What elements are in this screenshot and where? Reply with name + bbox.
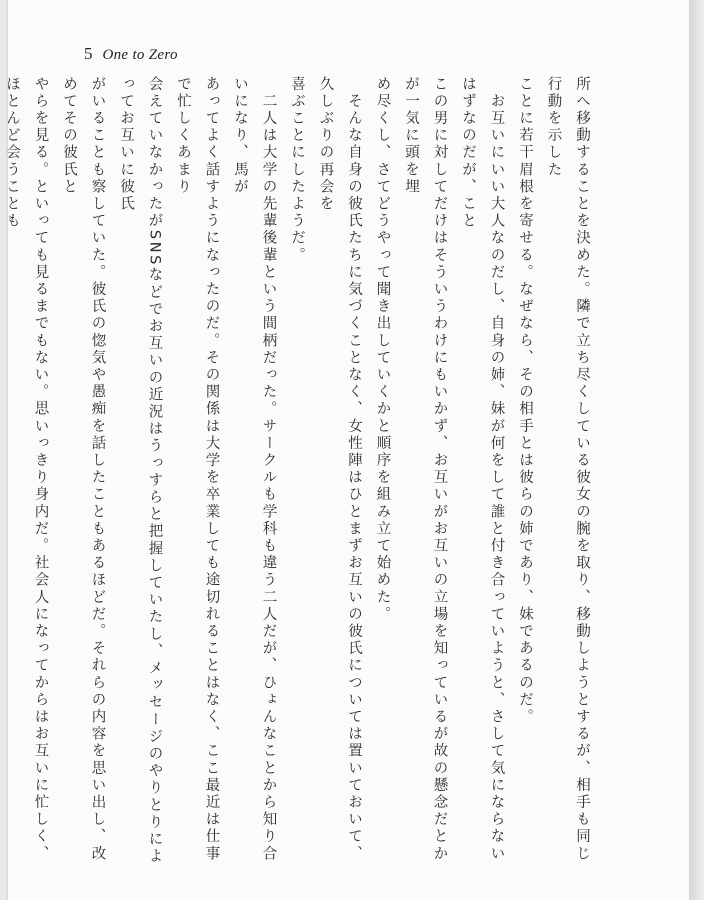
page-edge <box>689 0 704 900</box>
paragraph: 二人は大学の先輩後輩という間柄だった。サークルも学科も違う二人だが、ひょんなことから知り合いになり、馬が あってよく話すようになったのだ。その関係は大学を卒業しても途切れることはなく、ここ最近は仕事で忙しくあまり 会えていなかったがSNSなどでお互いの近況はうっすらと把握していたし、メッセージのやりとりによってお互いに彼氏 がいることも察していた。彼氏の惚気や愚痴を話したこともあるほどだ。それらの内容を思い出し、改めてその彼氏と やらを見る。といっても見るまでもない。思いっきり身内だ。社会人になってからはお互いに忙しく、ほとんど会うことも <box>4 76 277 866</box>
paragraph: そんな自身の彼氏たちに気づくことなく、女性陣はひとまずお互いの彼氏については置いておいて、久しぶりの再会を 喜ぶことにしたようだ。 <box>289 76 362 863</box>
vertical-body-text <box>4 76 596 876</box>
book-title: One to Zero <box>102 47 178 63</box>
paragraph: 所へ移動することを決めた。隣で立ち尽くしている彼女の腕を取り、移動しようとするが、相手も同じ行動を示した ことに若干眉根を寄せる。なぜなら、その相手とは彼らの姉であり、妹であるのだ。 <box>517 76 590 863</box>
page-number: 5 <box>84 44 93 63</box>
running-header <box>84 44 178 68</box>
paragraph: お互いにいい大人なのだし、自身の姉、妹が何をして誰と付き合っていようと、さして気にならないはずなのだが、こと この男に対してだけはそういうわけにもいかず、お互いがお互いの立場を知っているが故の懸念だとかが一気に頭を埋 め尽くし、さてどうやって聞き出していくかと順序を組み立て始めた。 <box>374 76 505 863</box>
